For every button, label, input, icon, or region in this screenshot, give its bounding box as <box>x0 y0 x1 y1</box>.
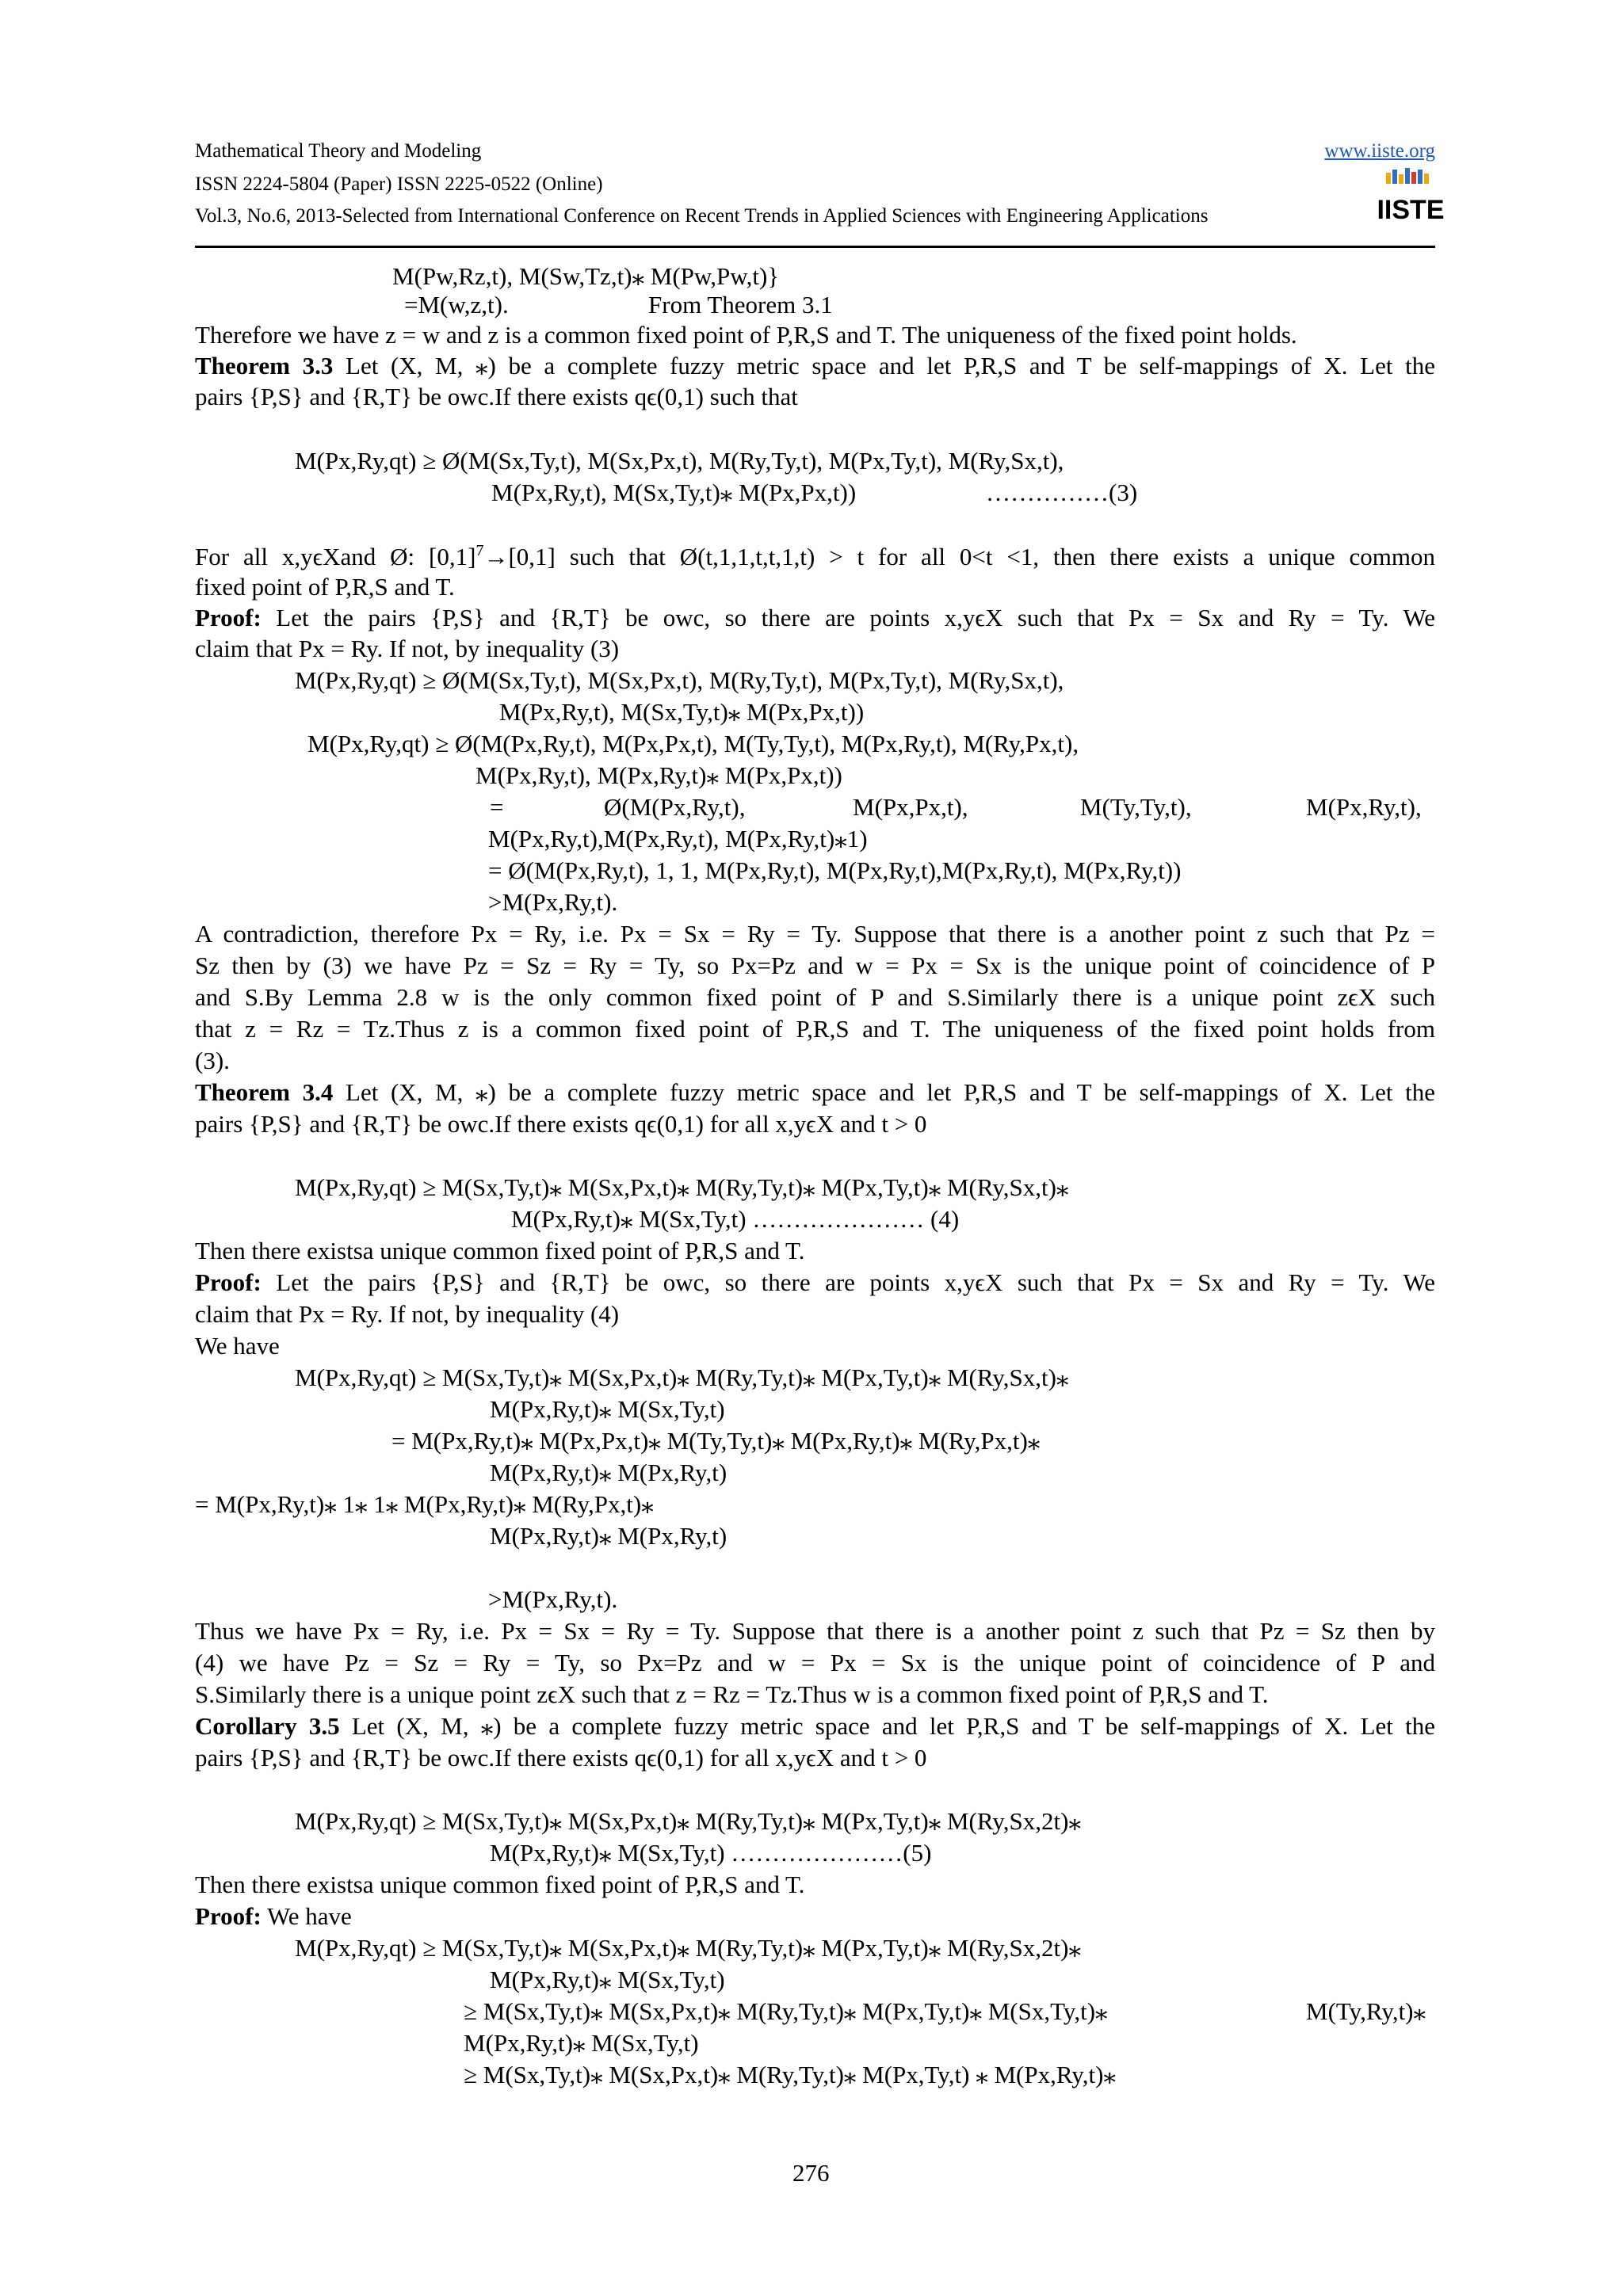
iiste-logo <box>1377 165 1445 227</box>
equation-term: M(Ty,Ty,t), <box>1080 793 1192 821</box>
equation-line: M(Px,Ry,t), M(Sx,Ty,t)⁎ M(Px,Px,t)) <box>491 479 857 506</box>
paragraph-line: Sz then by (3) we have Pz = Sz = Ry = Ty, so Px=Pz and w = Px = Sx is the unique point of coincidence of P <box>195 952 1435 979</box>
equation-line: M(Px,Ry,qt) ≥ M(Sx,Ty,t)⁎ M(Sx,Px,t)⁎ M(Ry,Ty,t)⁎ M(Px,Ty,t)⁎ M(Ry,Sx,2t)⁎ <box>295 1807 1081 1835</box>
equation-term: = <box>490 793 504 821</box>
equation-line: ≥ M(Sx,Ty,t)⁎ M(Sx,Px,t)⁎ M(Ry,Ty,t)⁎ M(Px,Ty,t)⁎ M(Sx,Ty,t)⁎ <box>464 1997 1108 2025</box>
equation-line: M(Px,Ry,t)⁎ M(Sx,Ty,t) ………………… (4) <box>511 1205 960 1233</box>
equation-line: M(Px,Ry,t)⁎ M(Px,Ry,t) <box>490 1522 727 1550</box>
proof-line: Proof: We have <box>195 1902 352 1930</box>
equation-line: = M(Px,Ry,t)⁎ 1⁎ 1⁎ M(Px,Ry,t)⁎ M(Ry,Px,t)⁎ <box>195 1490 654 1518</box>
equation-term: M(Ty,Ry,t)⁎ <box>1306 1997 1426 2025</box>
equation-line: =M(w,z,t). <box>404 291 509 318</box>
theorem-label: Theorem 3.3 <box>195 352 334 379</box>
equation-line: M(Px,Ry,t), M(Sx,Ty,t)⁎ M(Px,Px,t)) <box>499 698 865 726</box>
theorem-3-3-line: Theorem 3.3 Let (X, M, ⁎) be a complete fuzzy metric space and let P,R,S and T be self-mappings of X. Let the <box>195 352 1435 379</box>
journal-title: Mathematical Theory and Modeling <box>195 140 482 162</box>
paragraph-line: A contradiction, therefore Px = Ry, i.e. Px = Sx = Ry = Ty. Suppose that there is a another point z such that Pz = <box>195 920 1435 948</box>
equation-line: M(Px,Ry,t)⁎ M(Sx,Ty,t) <box>490 1395 725 1423</box>
paragraph-line: S.Similarly there is a unique point zϵX such that z = Rz = Tz.Thus w is a common fixed point of P,R,S and T. <box>195 1680 1269 1708</box>
paragraph-line: (3). <box>195 1047 230 1074</box>
paragraph-line: Then there existsa unique common fixed point of P,R,S and T. <box>195 1237 805 1264</box>
page-number: 276 <box>792 2159 830 2187</box>
equation-line: >M(Px,Ry,t). <box>488 1585 618 1613</box>
equation-reference: From Theorem 3.1 <box>648 291 833 318</box>
paragraph-line: claim that Px = Ry. If not, by inequality (4) <box>195 1300 620 1328</box>
equation-line: M(Px,Ry,qt) ≥ M(Sx,Ty,t)⁎ M(Sx,Px,t)⁎ M(Ry,Ty,t)⁎ M(Px,Ty,t)⁎ M(Ry,Sx,2t)⁎ <box>295 1934 1081 1962</box>
corollary-3-5-line: Corollary 3.5 Let (X, M, ⁎) be a complete fuzzy metric space and let P,R,S and T be self-mappings of X. Let the <box>195 1712 1436 1740</box>
equation-line: >M(Px,Ry,t). <box>488 888 618 916</box>
paragraph-line: Therefore we have z = w and z is a common fixed point of P,R,S and T. The uniqueness of the fixed point holds. <box>195 321 1297 349</box>
paragraph-line: (4) we have Pz = Sz = Ry = Ty, so Px=Pz and w = Px = Sx is the unique point of coincidence of P and <box>195 1649 1435 1676</box>
proof-line: Proof: Let the pairs {P,S} and {R,T} be owc, so there are points x,yϵX such that Px = Sx and Ry = Ty. We <box>195 1268 1435 1296</box>
volume-line: Vol.3, No.6, 2013-Selected from International Conference on Recent Trends in Applied Sciences with Engineering Applications <box>195 205 1209 227</box>
equation-term: M(Px,Ry,t), <box>1306 793 1422 821</box>
equation-line: ≥ M(Sx,Ty,t)⁎ M(Sx,Px,t)⁎ M(Ry,Ty,t)⁎ M(Px,Ty,t) ⁎ M(Px,Ry,t)⁎ <box>464 2061 1116 2088</box>
equation-line: M(Pw,Rz,t), M(Sw,Tz,t)⁎ M(Pw,Pw,t)} <box>392 262 780 290</box>
paragraph-line: fixed point of P,R,S and T. <box>195 573 455 601</box>
paragraph-line: For all x,yϵXand Ø: $[0,1]^7\to[0,1]$ such that Ø(t,1,1,t,t,1,t) > t for all 0<t <1, then there exists a unique common <box>195 542 1435 570</box>
theorem-3-4-line: Theorem 3.4 Let (X, M, ⁎) be a complete fuzzy metric space and let P,R,S and T be self-mappings of X. Let the <box>195 1078 1435 1106</box>
paragraph-line: pairs {P,S} and {R,T} be owc.If there exists qϵ(0,1) such that <box>195 383 798 410</box>
paragraph-line: Then there existsa unique common fixed point of P,R,S and T. <box>195 1871 805 1898</box>
header-rule <box>195 246 1435 248</box>
equation-number: ……………(3) <box>986 479 1138 506</box>
paragraph-line: and S.By Lemma 2.8 w is the only common fixed point of P and S.Similarly there is a unique point zϵX such <box>195 983 1435 1011</box>
equation-line: M(Px,Ry,t),M(Px,Ry,t), M(Px,Ry,t)⁎1) <box>488 825 868 852</box>
equation-line: M(Px,Ry,t)⁎ M(Sx,Ty,t) <box>464 2029 699 2057</box>
proof-label: Proof: <box>195 604 262 631</box>
journal-website-link[interactable]: www.iiste.org <box>1324 140 1435 162</box>
paragraph-line: Thus we have Px = Ry, i.e. Px = Sx = Ry = Ty. Suppose that there is a another point z such that Pz = Sz then by <box>195 1617 1435 1645</box>
equation-line: = M(Px,Ry,t)⁎ M(Px,Px,t)⁎ M(Ty,Ty,t)⁎ M(Px,Ry,t)⁎ M(Ry,Px,t)⁎ <box>391 1427 1041 1455</box>
equation-line: M(Px,Ry,t)⁎ M(Sx,Ty,t) …………………(5) <box>490 1839 932 1867</box>
theorem-label: Theorem 3.4 <box>195 1078 334 1106</box>
equation-line: M(Px,Ry,t)⁎ M(Px,Ry,t) <box>490 1459 727 1486</box>
equation-term: M(Px,Px,t), <box>853 793 968 821</box>
equation-line: M(Px,Ry,t), M(Px,Ry,t)⁎ M(Px,Px,t)) <box>475 761 842 789</box>
paragraph-line: pairs {P,S} and {R,T} be owc.If there exists qϵ(0,1) for all x,yϵX and t > 0 <box>195 1110 927 1138</box>
equation-line: M(Px,Ry,t)⁎ M(Sx,Ty,t) <box>490 1966 725 1993</box>
equation-line: M(Px,Ry,qt) ≥ M(Sx,Ty,t)⁎ M(Sx,Px,t)⁎ M(Ry,Ty,t)⁎ M(Px,Ty,t)⁎ M(Ry,Sx,t)⁎ <box>295 1173 1069 1201</box>
proof-label: Proof: <box>195 1902 262 1930</box>
equation-line: M(Px,Ry,qt) ≥ Ø(M(Sx,Ty,t), M(Sx,Px,t), M(Ry,Ty,t), M(Px,Ty,t), M(Ry,Sx,t), <box>295 666 1064 694</box>
issn-line: ISSN 2224-5804 (Paper) ISSN 2225-0522 (Online) <box>195 174 603 195</box>
equation-line: M(Px,Ry,qt) ≥ Ø(M(Sx,Ty,t), M(Sx,Px,t), M(Ry,Ty,t), M(Px,Ty,t), M(Ry,Sx,t), <box>295 447 1064 475</box>
equation-line: = Ø(M(Px,Ry,t), 1, 1, M(Px,Ry,t), M(Px,Ry,t),M(Px,Ry,t), M(Px,Ry,t)) <box>488 856 1182 884</box>
equation-line: M(Px,Ry,qt) ≥ M(Sx,Ty,t)⁎ M(Sx,Px,t)⁎ M(Ry,Ty,t)⁎ M(Px,Ty,t)⁎ M(Ry,Sx,t)⁎ <box>295 1363 1069 1391</box>
equation-line: M(Px,Ry,qt) ≥ Ø(M(Px,Ry,t), M(Px,Px,t), M(Ty,Ty,t), M(Px,Ry,t), M(Ry,Px,t), <box>307 730 1079 757</box>
proof-label: Proof: <box>195 1268 262 1296</box>
proof-line: Proof: Let the pairs {P,S} and {R,T} be owc, so there are points x,yϵX such that Px = Sx and Ry = Ty. We <box>195 604 1435 631</box>
corollary-label: Corollary 3.5 <box>195 1712 340 1740</box>
iiste-logo-wordmark: IISTE <box>1377 195 1445 225</box>
paragraph-line: pairs {P,S} and {R,T} be owc.If there exists qϵ(0,1) for all x,yϵX and t > 0 <box>195 1744 927 1772</box>
paragraph-line: that z = Rz = Tz.Thus z is a common fixed point of P,R,S and T. The uniqueness of the fixed point holds from <box>195 1015 1435 1043</box>
paragraph-line: We have <box>195 1332 280 1360</box>
equation-term: Ø(M(Px,Ry,t), <box>604 793 746 821</box>
paragraph-line: claim that Px = Ry. If not, by inequality (3) <box>195 635 620 662</box>
